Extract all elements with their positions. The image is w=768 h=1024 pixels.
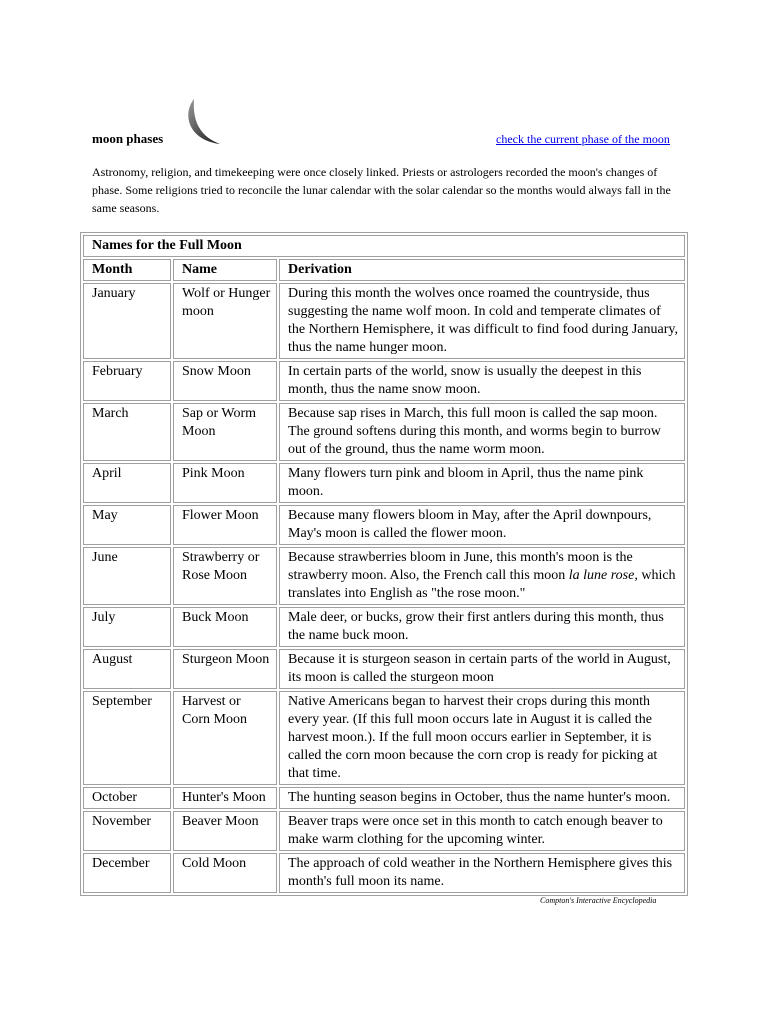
table-row: [83, 691, 685, 785]
source-credit: Compton's Interactive Encyclopedia: [540, 896, 657, 905]
full-moon-names-table: [80, 232, 688, 896]
table-row: [83, 403, 685, 461]
derivation-cell: Because it is sturgeon season in certain parts of the world in August, its moon is called the sturgeon moon: [279, 649, 685, 689]
month-cell: April: [83, 463, 171, 503]
moon-name-cell: Beaver Moon: [173, 811, 277, 851]
table-row: [83, 853, 685, 893]
moon-name-cell: Flower Moon: [173, 505, 277, 545]
month-cell: September: [83, 691, 171, 785]
page-header: [0, 0, 768, 160]
moon-name-cell: Pink Moon: [173, 463, 277, 503]
moon-name-cell: Snow Moon: [173, 361, 277, 401]
month-cell: March: [83, 403, 171, 461]
table-row: [83, 361, 685, 401]
table-row: [83, 283, 685, 359]
derivation-cell: Native Americans began to harvest their crops during this month every year. (If this full moon occurs late in August it is called the harvest moon.). If the full moon occurs earlier in September, it is called the corn moon because the corn crop is ready for picking at that time.: [279, 691, 685, 785]
table-row: [83, 811, 685, 851]
derivation-cell: The approach of cold weather in the Northern Hemisphere gives this month's full moon its name.: [279, 853, 685, 893]
derivation-cell: [279, 547, 685, 605]
month-cell: June: [83, 547, 171, 605]
moon-name-cell: Strawberry or Rose Moon: [173, 547, 277, 605]
moon-name-cell: Buck Moon: [173, 607, 277, 647]
crescent-moon-icon: [184, 96, 224, 148]
month-cell: July: [83, 607, 171, 647]
month-cell: February: [83, 361, 171, 401]
table-row: [83, 547, 685, 605]
table-row: [83, 787, 685, 809]
derivation-text: which translates into English as "the rose moon.": [288, 568, 676, 601]
column-header-name: Name: [173, 259, 277, 281]
table-caption: Names for the Full Moon: [83, 235, 685, 257]
derivation-cell: In certain parts of the world, snow is usually the deepest in this month, thus the name snow moon.: [279, 361, 685, 401]
derivation-cell: The hunting season begins in October, thus the name hunter's moon.: [279, 787, 685, 809]
derivation-text: Because strawberries bloom in June, this month's moon is the strawberry moon. Also, the French call this moon: [288, 550, 633, 583]
month-cell: November: [83, 811, 171, 851]
month-cell: August: [83, 649, 171, 689]
derivation-cell: Many flowers turn pink and bloom in April, thus the name pink moon.: [279, 463, 685, 503]
moon-name-cell: Wolf or Hunger moon: [173, 283, 277, 359]
column-header-month: Month: [83, 259, 171, 281]
moon-name-cell: Cold Moon: [173, 853, 277, 893]
derivation-cell: Because many flowers bloom in May, after the April downpours, May's moon is called the flower moon.: [279, 505, 685, 545]
french-phrase: la lune rose,: [568, 568, 638, 583]
month-cell: May: [83, 505, 171, 545]
table-row: [83, 463, 685, 503]
derivation-cell: Because sap rises in March, this full moon is called the sap moon. The ground softens during this month, and worms begin to burrow out of the ground, thus the name worm moon.: [279, 403, 685, 461]
moon-name-cell: Sap or Worm Moon: [173, 403, 277, 461]
column-header-derivation: Derivation: [279, 259, 685, 281]
moon-name-cell: Sturgeon Moon: [173, 649, 277, 689]
table-row: [83, 649, 685, 689]
month-cell: October: [83, 787, 171, 809]
table-caption-row: [83, 235, 685, 257]
table-row: [83, 505, 685, 545]
table-header-row: [83, 259, 685, 281]
moon-name-cell: Harvest or Corn Moon: [173, 691, 277, 785]
moon-name-cell: Hunter's Moon: [173, 787, 277, 809]
page-title: moon phases: [92, 131, 164, 146]
month-cell: January: [83, 283, 171, 359]
derivation-cell: Male deer, or bucks, grow their first antlers during this month, thus the name buck moon.: [279, 607, 685, 647]
derivation-cell: During this month the wolves once roamed the countryside, thus suggesting the name wolf moon. In cold and temperate climates of the Northern Hemisphere, it was difficult to find food during January, thus the name hunger moon.: [279, 283, 685, 359]
table-row: [83, 607, 685, 647]
current-phase-link[interactable]: check the current phase of the moon: [496, 132, 670, 146]
derivation-cell: Beaver traps were once set in this month to catch enough beaver to make warm clothing for the upcoming winter.: [279, 811, 685, 851]
month-cell: December: [83, 853, 171, 893]
intro-paragraph: Astronomy, religion, and timekeeping were once closely linked. Priests or astrologers recorded the moon's changes of phase. Some religions tried to reconcile the lunar calendar with the solar calendar so the months would always fall in the same seasons.: [92, 165, 671, 215]
